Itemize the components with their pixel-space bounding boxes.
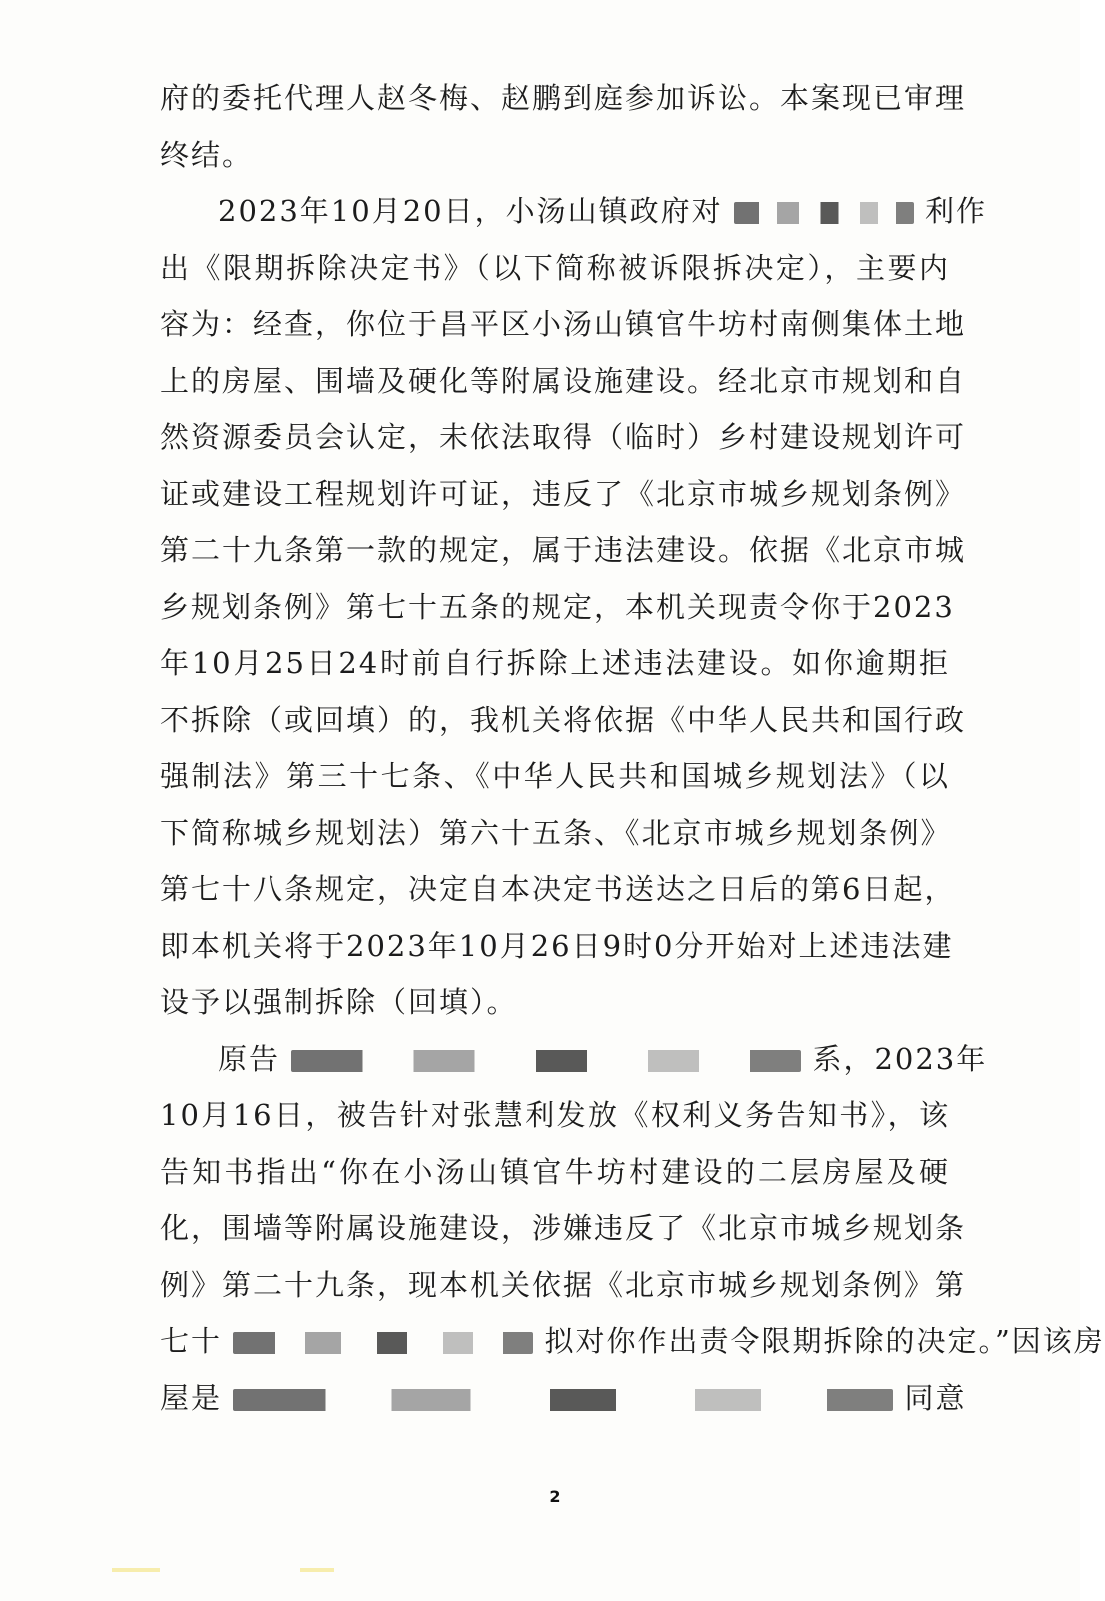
text-line: 例》第二十九条，现本机关依据《北京市城乡规划条例》第 (160, 1267, 967, 1302)
text-line: 然资源委员会认定，未依法取得（临时）乡村建设规划许可 (160, 420, 967, 454)
text-line: 化，围墙等附属设施建设，涉嫌违反了《北京市城乡规划条 (160, 1211, 967, 1245)
redaction-mask (734, 202, 914, 224)
text-line: 终结。 (160, 137, 254, 172)
text-segment: 屋是 (160, 1380, 223, 1415)
text-line: 不拆除（或回填）的，我机关将依据《中华人民共和国行政 (160, 702, 967, 737)
text-line: 强制法》第三十七条、《中华人民共和国城乡规划法》（以 (160, 759, 950, 793)
text-segment: 系，2023年 (812, 1041, 988, 1076)
text-line (160, 1313, 1105, 1370)
redaction-mask (233, 1332, 533, 1354)
text-line: 下简称城乡规划法）第六十五条、《北京市城乡规划条例》 (160, 815, 952, 850)
scan-artifact (112, 1568, 160, 1572)
document-body (160, 70, 1105, 1426)
text-line (160, 1031, 988, 1088)
text-line (160, 1370, 967, 1427)
text-line: 年10月25日24时前自行拆除上述违法建设。如你逾期拒 (160, 646, 950, 680)
text-segment: 七十 (160, 1324, 223, 1358)
text-line: 乡规划条例》第七十五条的规定，本机关现责令你于2023 (160, 589, 955, 624)
page-number: 2 (549, 1487, 561, 1506)
text-line: 容为：经查，你位于昌平区小汤山镇官牛坊村南侧集体土地 (160, 307, 967, 341)
text-line (160, 183, 988, 240)
text-segment: 拟对你作出责令限期拆除的决定。”因该房 (544, 1324, 1105, 1358)
text-line: 设予以强制拆除（回填）。 (160, 985, 518, 1019)
text-line: 10月16日，被告针对张慧利发放《权利义务告知书》，该 (160, 1098, 950, 1132)
text-line: 证或建设工程规划许可证，违反了《北京市城乡规划条例》 (160, 476, 967, 511)
text-line: 上的房屋、围墙及硬化等附属设施建设。经北京市规划和自 (160, 363, 967, 398)
text-line: 即本机关将于2023年10月26日9时0分开始对上述违法建 (160, 928, 954, 963)
scan-artifact (300, 1568, 334, 1572)
text-segment: 利作 (925, 194, 988, 228)
text-segment: 同意 (904, 1380, 967, 1415)
redaction-mask (233, 1389, 893, 1411)
text-line: 告知书指出“你在小汤山镇官牛坊村建设的二层房屋及硬 (160, 1154, 950, 1189)
text-line: 第二十九条第一款的规定，属于违法建设。依据《北京市城 (160, 533, 967, 567)
text-segment: 原告 (218, 1041, 281, 1076)
redaction-mask (291, 1050, 801, 1072)
text-segment: 2023年10月20日，小汤山镇政府对 (218, 194, 723, 228)
text-line: 第七十八条规定，决定自本决定书送达之日后的第6日起， (160, 872, 956, 906)
text-line: 出《限期拆除决定书》（以下简称被诉限拆决定），主要内 (160, 250, 950, 285)
text-line: 府的委托代理人赵冬梅、赵鹏到庭参加诉讼。本案现已审理 (160, 81, 967, 115)
